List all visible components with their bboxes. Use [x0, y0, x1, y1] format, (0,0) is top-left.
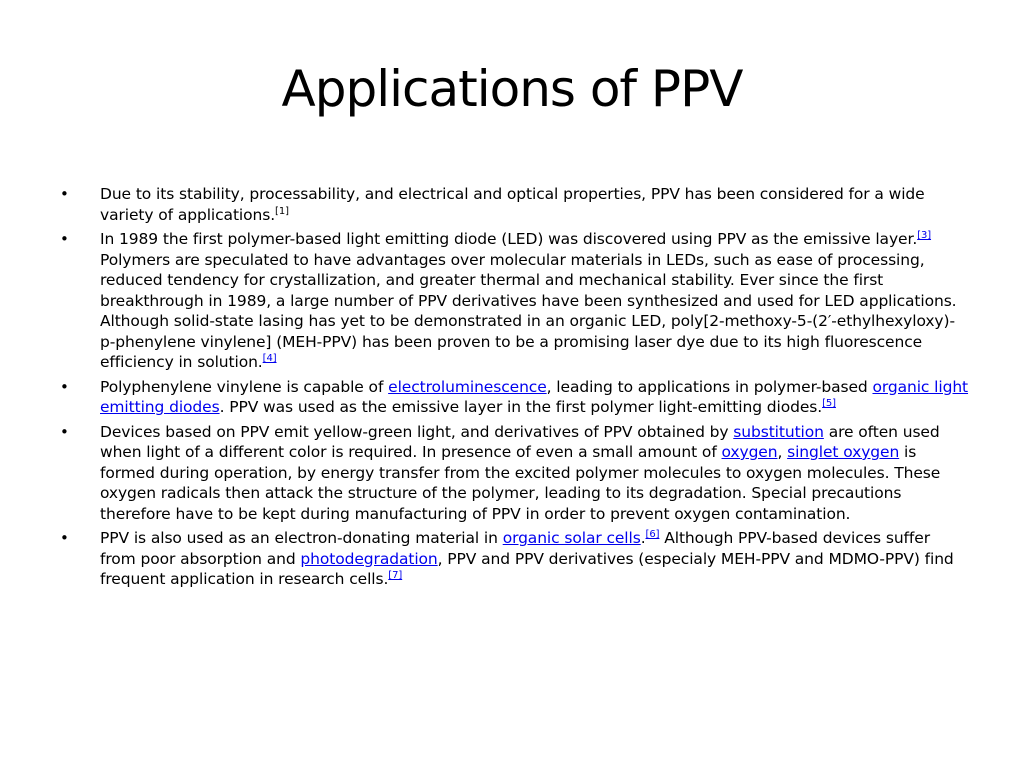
wiki-link[interactable]: electroluminescence	[388, 377, 547, 396]
bullet-text: In 1989 the first polymer-based light emitting diode (LED) was discovered using PPV as the emissive layer.	[100, 230, 918, 248]
wiki-link[interactable]: photodegradation	[300, 549, 438, 568]
bullet-text: , leading to applications in polymer-based	[546, 377, 873, 396]
bullet-text: are often used when light of a different color is required. In presence of even a small amount of	[100, 422, 940, 461]
bullet-text: Polymers are speculated to have advantages over molecular materials in LEDs, such as ease of processing, reduced tendency for crystallization, and greater thermal and mechanical stability. Ever since the first breakthrough in 1989, a large number of PPV derivatives have been synthesized and used for LED applications. Although solid-state lasing has yet to be demonstrated in an organic LED, poly[2-methoxy-5-(2′-ethylhexyloxy)-p-phenylene vinylene] (MEH-PPV) has been proven to be a promising laser dye due to its high fluorescence efficiency in solution.	[100, 250, 957, 371]
citation[interactable]	[646, 529, 660, 540]
wiki-link[interactable]: organic light emitting diodes	[100, 377, 969, 416]
citation-link[interactable]: [3]	[917, 229, 932, 241]
wiki-link[interactable]: substitution	[733, 422, 824, 441]
citation[interactable]	[917, 230, 931, 241]
bullet-dot-icon: •	[60, 422, 69, 441]
citation-link[interactable]: [5]	[822, 397, 836, 409]
bullet-text: Devices based on PPV emit yellow-green light, and derivatives of PPV obtained by	[100, 422, 734, 441]
wiki-link[interactable]: oxygen	[721, 443, 778, 461]
bullet-text: Although PPV-based devices suffer from poor absorption and	[100, 529, 930, 568]
bullet-dot-icon: •	[60, 377, 69, 396]
bullet-dot-icon: •	[60, 185, 69, 203]
citation[interactable]	[263, 353, 277, 364]
bullet-item	[60, 377, 970, 418]
bullet-item	[60, 184, 970, 225]
bullet-dot-icon: •	[60, 230, 69, 248]
citation[interactable]	[388, 570, 402, 581]
wiki-link[interactable]: organic solar cells	[502, 529, 641, 547]
citation-link[interactable]: [6]	[645, 528, 660, 540]
citation-link[interactable]: [7]	[388, 569, 403, 581]
bullet-item	[60, 528, 970, 590]
bullet-item	[60, 229, 970, 373]
bullet-text: , PPV and PPV derivatives (especialy MEH-PPV and MDMO-PPV) find frequent application in research cells.	[100, 549, 954, 588]
bullet-dot-icon: •	[60, 529, 69, 547]
slide-title: Applications of PPV	[281, 60, 743, 118]
slide-content	[60, 184, 970, 594]
citation: [1]	[275, 205, 289, 217]
bullet-text: Polyphenylene vinylene is capable of	[100, 377, 389, 396]
bullet-list	[60, 184, 970, 590]
wiki-link[interactable]: singlet oxygen	[787, 443, 900, 461]
citation-link[interactable]: [4]	[262, 352, 277, 364]
bullet-item	[60, 422, 970, 525]
bullet-text: is formed during operation, by energy transfer from the excited polymer molecules to oxygen molecules. These oxygen radicals then attack the structure of the polymer, leading to its degradation. Special precautions therefore have to be kept during manufacturing of PPV in order to prevent oxygen contamination.	[100, 443, 941, 523]
bullet-text: .	[640, 529, 646, 547]
bullet-text: ,	[777, 443, 788, 461]
bullet-text: PPV is also used as an electron-donating material in	[100, 529, 503, 547]
bullet-text: . PPV was used as the emissive layer in the first polymer light-emitting diodes.	[219, 398, 823, 416]
citation[interactable]	[822, 398, 836, 409]
bullet-text: Due to its stability, processability, and electrical and optical properties, PPV has been considered for a wide variety of applications.	[100, 185, 925, 224]
